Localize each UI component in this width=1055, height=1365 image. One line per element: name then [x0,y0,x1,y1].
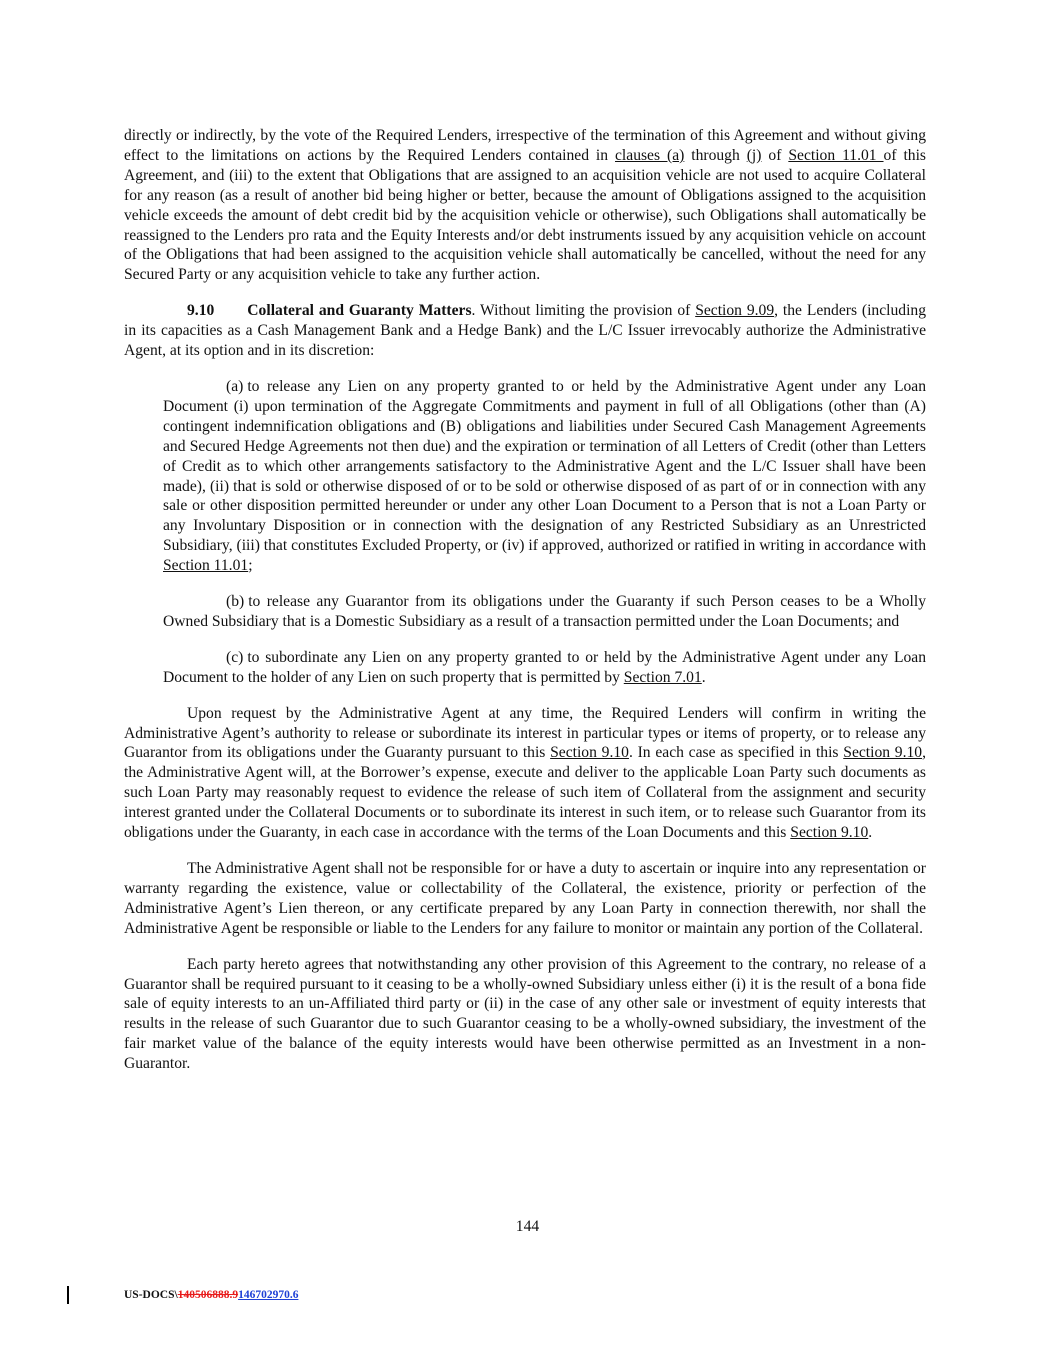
cross-reference-section-7-01: Section 7.01 [623,668,702,686]
document-id-footer [124,1289,298,1301]
paragraph-release-request [124,704,926,843]
cross-reference-section-9-10: Section 9.10 [790,824,869,842]
text-run: ; [248,557,253,575]
section-number: 9.10 [187,302,215,320]
section-heading: Collateral and Guaranty Matters [247,302,472,320]
text-run: . In each case as specified in this [628,744,844,762]
text-run: of [761,146,789,164]
change-bar [67,1286,69,1304]
cross-reference-clauses-a: clauses (a) [615,146,685,164]
cross-reference-clause-j: (j) [746,146,762,164]
subclause-b [163,592,926,632]
text-run: , the Administrative Agent will, at the Borrower’s expense, execute and deliver to the applicable Loan Party such documents as such Loan Party may reasonably request to evidence the release of such item of Collateral from the assignment and security interest granted under the Collateral Documents or to subordinate its interest in such item, or to release such Guarantor from its obligations under the Guaranty, in each case in accordance with the terms of the Loan Documents and this [124,744,926,842]
subclause-c [163,648,926,688]
subclause-label: (b) [226,593,245,611]
text-run: Each party hereto agrees that notwithstanding any other provision of this Agreement to the contrary, no release of a Guarantor shall be required pursuant to it ceasing to be a wholly-owned Subsidiary unless either (i) it is the result of a bona fide sale of equity interests to an un-Affiliated third party or (ii) in the case of any other sale or investment of equity interests that results in the release of such Guarantor due to such Guarantor ceasing to be a wholly-owned subsidiary, the investment of the fair market value of the balance of the equity interests would have been otherwise permitted as an Investment in a non-Guarantor. [124,955,926,1073]
cross-reference-section-11-01: Section 11.01 [788,146,884,164]
text-run: . [701,668,706,686]
cross-reference-section-9-10: Section 9.10 [550,744,629,762]
cross-reference-section-9-10: Section 9.10 [843,744,923,762]
text-run: Upon request by the Administrative Agent at any time, the Required Lenders will confirm in writing the Administrative Agent’s authority to release or subordinate its interest in particular types or items of property, or to release any Guarantor from its obligations under the Guaranty pursuant to this [124,704,926,762]
page-number: 144 [515,1218,540,1235]
cross-reference-section-11-01: Section 11.01 [163,557,249,575]
text-run: , the Lenders (including in its capacities as a Cash Management Bank and a Hedge Bank) and the L/C Issuer irrevocably authorize the Administrative Agent, at its option and in its discretion: [124,302,927,360]
deleted-doc-number: 140506888.9 [177,1289,239,1301]
cross-reference-section-9-09: Section 9.09 [695,302,775,320]
text-run: of this Agreement, and (iii) to the extent that Obligations that are assigned to an acquisition vehicle are not used to acquire Collateral for any reason (as a result of another bid being higher or better, because the amount of Obligations assigned to the acquisition vehicle exceeds the amount of debt credit bid by the acquisition vehicle or otherwise), such Obligations shall automatically be reassigned to the Lenders pro rata and the Equity Interests and/or debt instruments issued by any acquisition vehicle on account of the Obligations that had been assigned to the acquisition vehicle shall automatically be cancelled, without the need for any Secured Party or any acquisition vehicle to take any further action. [124,146,927,284]
paragraph-guarantor-release [124,955,926,1074]
text-run: . Without limiting the provision of [471,302,696,320]
text-run: . [868,824,873,842]
text-run: through [684,146,747,164]
document-page [124,126,926,1074]
subclause-label: (c) [226,648,244,666]
section-9-10-paragraph [124,301,926,361]
paragraph-continuation [124,126,926,285]
text-run: to subordinate any Lien on any property granted to or held by the Administrative Agent under any Loan Document to the holder of any Lien on such property that is permitted by [163,648,926,686]
paragraph-agent-responsibility [124,859,926,939]
footer-prefix: US-DOCS\ [124,1289,178,1301]
text-run: to release any Guarantor from its obligations under the Guaranty if such Person ceases to be a Wholly Owned Subsidiary that is a Domestic Subsidiary as a result of a transaction permitted under the Loan Documents; and [163,593,926,630]
text-run: The Administrative Agent shall not be responsible for or have a duty to ascertain or inquire into any representation or warranty regarding the existence, value or collectability of the Collateral, the existence, priority or perfection of the Administrative Agent’s Lien thereon, or any certificate prepared by any Loan Party in connection therewith, nor shall the Administrative Agent be responsible or liable to the Lenders for any failure to monitor or maintain any portion of the Collateral. [124,860,926,937]
subclause-label: (a) [226,377,244,395]
text-run: directly or indirectly, by the vote of the Required Lenders, irrespective of the termination of this Agreement and without giving effect to the limitations on actions by the Required Lenders contained in [124,127,926,164]
subclause-a [163,377,926,576]
inserted-doc-number: 146702970.6 [238,1289,299,1301]
text-run: to release any Lien on any property granted to or held by the Administrative Agent under any Loan Document (i) upon termination of the Aggregate Commitments and payment in full of all Obligations (other than (A) contingent indemnification obligations and (B) obligations and liabilities under Secured Cash Management Agreements and Secured Hedge Agreements not then due) and the expiration or termination of all Letters of Credit (other than Letters of Credit as to which other arrangements satisfactory to the Administrative Agent and the L/C Issuer shall have been made), (ii) that is sold or otherwise disposed of or to be sold or otherwise disposed of as part of or in connection with any sale or other disposition permitted hereunder or under any other Loan Document to a Person that is not a Loan Party or any Involuntary Disposition or in connection with the designation of any Restricted Subsidiary as an Unrestricted Subsidiary, (iii) that constitutes Excluded Property, or (iv) if approved, authorized or ratified in writing in accordance with [163,377,926,555]
